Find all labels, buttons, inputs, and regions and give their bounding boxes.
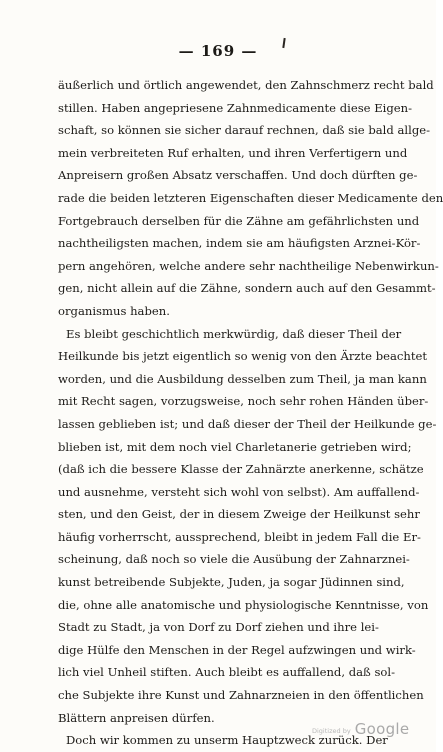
text-line: kunst betreibende Subjekte, Juden, ja sogar Jüdinnen sind, [58, 575, 405, 590]
digitized-by-label: Digitized by [312, 727, 351, 735]
text-line: Doch wir kommen zu unserm Hauptzweck zurück. Der [66, 733, 388, 748]
text-line: häufig vorherrscht, aussprechend, bleibt in jedem Fall die Er- [58, 529, 421, 544]
google-logo: Google [354, 720, 410, 738]
digitized-watermark [312, 718, 409, 738]
text-line: organismus haben. [58, 303, 170, 318]
text-line: die, ohne alle anatomische und physiologische Kenntnisse, von [58, 597, 429, 612]
text-line: scheinung, daß noch so viele die Ausübung der Zahnarznei- [58, 552, 410, 567]
text-line: mit Recht sagen, vorzugsweise, noch sehr rohen Händen über- [58, 394, 429, 409]
text-line: Fortgebrauch derselben für die Zähne am gefährlichsten und [58, 213, 420, 228]
text-line: blieben ist, mit dem noch viel Charletanerie getrieben wird; [58, 439, 412, 454]
text-line: Es bleibt geschichtlich merkwürdig, daß dieser Theil der [66, 326, 402, 341]
page-number: — 169 — [178, 42, 258, 60]
text-line: schaft, so können sie sicher darauf rechnen, daß sie bald allge- [58, 123, 431, 138]
text-line: Heilkunde bis jetzt eigentlich so wenig von den Ärzte beachtet [58, 349, 428, 364]
text-line: lassen geblieben ist; und daß dieser der Theil der Heilkunde ge- [58, 416, 437, 431]
text-line: Blättern anpreisen dürfen. [58, 710, 215, 725]
text-line: lich viel Unheil stiften. Auch bleibt es auffallend, daß sol- [58, 665, 396, 680]
text-line: mein verbreiteten Ruf erhalten, und ihren Verfertigern und [58, 145, 408, 160]
text-line: dige Hülfe den Menschen in der Regel aufzwingen und wirk- [58, 642, 416, 657]
text-line: rade die beiden letzteren Eigenschaften dieser Medicamente den [58, 190, 443, 205]
text-line: Stadt zu Stadt, ja von Dorf zu Dorf ziehen und ihre lei- [58, 620, 379, 635]
text-line: (daß ich die bessere Klasse der Zahnärzte anerkenne, schätze [58, 462, 424, 477]
text-line: sten, und den Geist, der in diesem Zweige der Heilkunst sehr [58, 507, 420, 522]
text-line: worden, und die Ausbildung desselben zum Theil, ja man kann [58, 371, 427, 386]
text-line: pern angehören, welche andere sehr nachtheilige Nebenwirkun- [58, 258, 439, 273]
text-line: nachtheiligsten machen, indem sie am häufigsten Arznei-Kör- [58, 236, 421, 251]
text-line: und ausnehme, versteht sich wohl von selbst). Am auffallend- [58, 484, 420, 499]
text-line: stillen. Haben angepriesene Zahnmedicamente diese Eigen- [58, 100, 413, 115]
text-line: äußerlich und örtlich angewendet, den Zahnschmerz recht bald [58, 78, 434, 92]
text-line: gen, nicht allein auf die Zähne, sondern auch auf den Gesammt- [58, 281, 436, 296]
text-line: che Subjekte ihre Kunst und Zahnarzneien in den öffentlichen [58, 688, 424, 703]
text-line: Anpreisern großen Absatz verschaffen. Und doch dürften ge- [58, 168, 418, 183]
